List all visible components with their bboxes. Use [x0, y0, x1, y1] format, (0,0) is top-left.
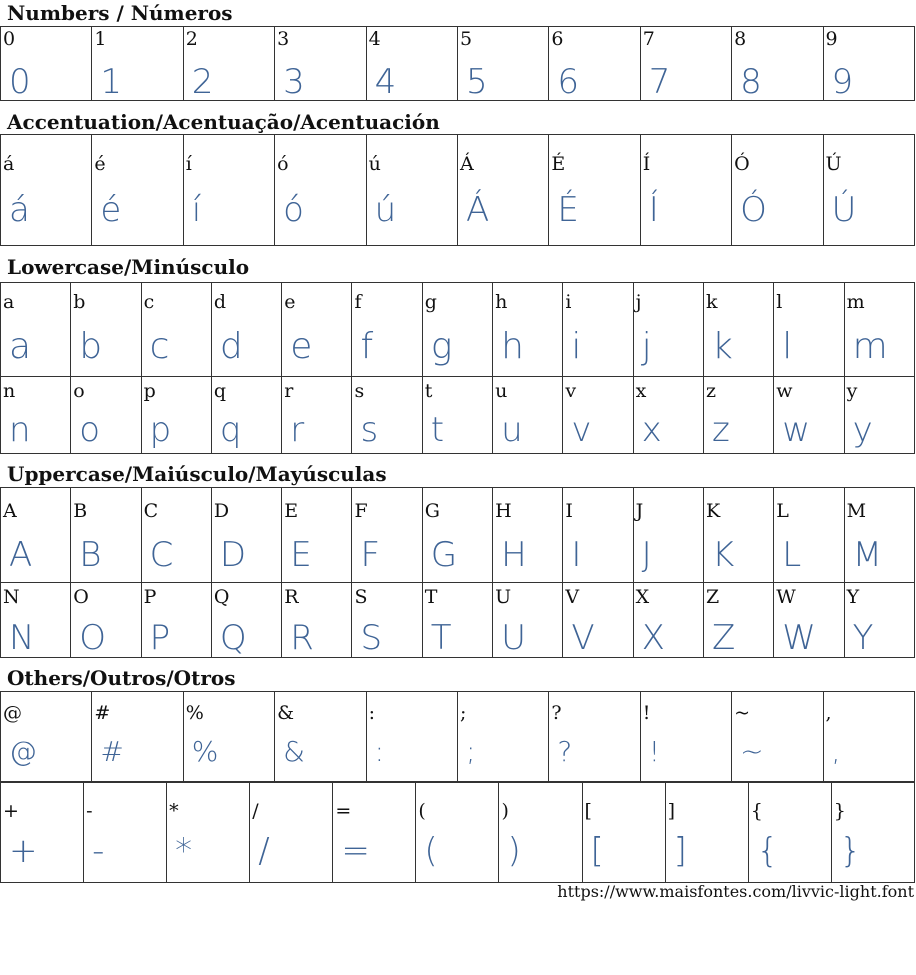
- font-sample-glyph: ?: [557, 735, 573, 768]
- font-sample-glyph: a: [9, 326, 32, 367]
- glyph-cell: [1, 283, 71, 377]
- glyph-cell: [457, 692, 548, 783]
- font-sample-glyph: 9: [831, 62, 854, 101]
- glyph-cell: [703, 488, 773, 583]
- glyph-cell: [732, 27, 823, 101]
- glyph-cell: [352, 377, 422, 454]
- reference-character: @: [3, 702, 22, 724]
- reference-character: j: [635, 291, 642, 313]
- reference-character: 7: [642, 28, 655, 50]
- reference-character: ó: [277, 153, 289, 175]
- glyph-cell: [640, 135, 731, 246]
- font-sample-glyph: ~: [740, 735, 764, 768]
- glyph-cell: [71, 488, 141, 583]
- reference-character: ;: [459, 702, 467, 724]
- glyph-cell: [183, 135, 274, 246]
- font-sample-glyph: &: [283, 735, 306, 768]
- glyph-cell: [633, 283, 703, 377]
- reference-character: ~: [734, 702, 751, 724]
- reference-character: C: [143, 500, 159, 522]
- font-sample-glyph: Á: [465, 190, 490, 230]
- glyph-cell: [1, 27, 92, 101]
- glyph-cell: [457, 27, 548, 101]
- glyph-cell: [457, 135, 548, 246]
- font-sample-glyph: r: [290, 410, 305, 450]
- glyph-cell: [633, 377, 703, 454]
- font-sample-glyph: ú: [374, 190, 397, 230]
- glyph-cell: [703, 377, 773, 454]
- reference-character: L: [776, 500, 789, 522]
- others-grid-row-2: [0, 781, 915, 883]
- reference-character: g: [424, 291, 437, 313]
- glyph-cell: [250, 782, 333, 883]
- reference-character: A: [3, 500, 17, 522]
- glyph-cell: [282, 488, 352, 583]
- reference-character: l: [776, 291, 783, 313]
- reference-character: W: [776, 586, 796, 608]
- font-sample-glyph: Z: [711, 618, 736, 658]
- reference-character: v: [565, 380, 577, 402]
- reference-character: }: [833, 800, 846, 822]
- font-sample-glyph: Í: [648, 190, 659, 230]
- glyph-cell: [282, 583, 352, 658]
- reference-character: ]: [667, 800, 676, 822]
- font-sample-glyph: t: [430, 410, 445, 450]
- glyph-cell: [352, 283, 422, 377]
- reference-character: Á: [459, 153, 474, 175]
- glyph-cell: [633, 583, 703, 658]
- glyph-cell: [831, 782, 914, 883]
- glyph-cell: [141, 283, 211, 377]
- glyph-cell: [493, 377, 563, 454]
- glyph-cell: [141, 583, 211, 658]
- reference-character: J: [635, 500, 644, 522]
- glyph-cell: [183, 692, 274, 783]
- glyph-cell: [84, 782, 167, 883]
- font-sample-glyph: O: [79, 618, 107, 658]
- reference-character: #: [94, 702, 111, 724]
- glyph-cell: [774, 283, 844, 377]
- glyph-cell: [844, 583, 914, 658]
- font-sample-glyph: É: [557, 190, 579, 230]
- glyph-cell: [582, 782, 665, 883]
- glyph-cell: [71, 583, 141, 658]
- font-sample-glyph: E: [290, 535, 312, 575]
- font-sample-glyph: q: [219, 410, 242, 450]
- reference-character: x: [635, 380, 647, 402]
- font-sample-glyph: c: [149, 326, 170, 367]
- font-sample-glyph: C: [149, 535, 174, 575]
- font-sample-glyph: í: [191, 190, 202, 230]
- reference-character: E: [284, 500, 299, 522]
- reference-character: Ó: [734, 153, 750, 175]
- reference-character: 8: [734, 28, 747, 50]
- font-sample-glyph: ]: [673, 831, 687, 871]
- reference-character: U: [495, 586, 512, 608]
- reference-character: n: [3, 380, 16, 402]
- font-sample-glyph: i: [571, 326, 582, 367]
- font-sample-glyph: %: [191, 735, 219, 768]
- font-sample-glyph: h: [501, 326, 524, 367]
- glyph-cell: [665, 782, 748, 883]
- glyph-cell: [211, 583, 281, 658]
- font-sample-glyph: Ó: [740, 190, 767, 230]
- font-sample-glyph: ;: [465, 735, 476, 768]
- section-title-numbers: Numbers / Números: [7, 1, 233, 25]
- glyph-cell: [823, 135, 914, 246]
- glyph-cell: [211, 377, 281, 454]
- glyph-cell: [92, 27, 183, 101]
- font-sample-glyph: }: [839, 831, 862, 871]
- glyph-cell: [640, 27, 731, 101]
- glyph-cell: [141, 488, 211, 583]
- glyph-cell: [823, 692, 914, 783]
- lowercase-grid: [0, 282, 915, 454]
- font-sample-glyph: 5: [465, 62, 488, 101]
- source-url: https://www.maisfontes.com/livvic-light.font: [557, 882, 914, 901]
- others-grid-row-1: [0, 691, 915, 783]
- reference-character: 6: [551, 28, 564, 50]
- glyph-cell: [275, 692, 366, 783]
- glyph-cell: [366, 135, 457, 246]
- glyph-cell: [416, 782, 499, 883]
- font-sample-glyph: j: [641, 326, 652, 367]
- glyph-cell: [275, 135, 366, 246]
- font-sample-glyph: 1: [100, 62, 123, 101]
- font-sample-glyph: m: [852, 326, 888, 367]
- font-sample-glyph: o: [79, 410, 101, 450]
- font-sample-glyph: V: [571, 618, 595, 658]
- reference-character: Z: [705, 586, 720, 608]
- reference-character: ): [501, 800, 509, 822]
- reference-character: :: [368, 702, 375, 724]
- font-sample-glyph: U: [501, 618, 526, 658]
- glyph-cell: [92, 692, 183, 783]
- glyph-cell: [211, 283, 281, 377]
- glyph-cell: [493, 488, 563, 583]
- font-sample-glyph: 2: [191, 62, 214, 101]
- reference-character: H: [495, 500, 512, 522]
- reference-character: K: [705, 500, 721, 522]
- font-sample-glyph: z: [711, 410, 730, 450]
- font-sample-glyph: M: [852, 535, 882, 575]
- font-sample-glyph: K: [711, 535, 735, 575]
- glyph-cell: [732, 135, 823, 246]
- reference-character: 1: [94, 28, 107, 50]
- glyph-cell: [1, 488, 71, 583]
- reference-character: V: [565, 586, 580, 608]
- font-sample-glyph: X: [641, 618, 665, 658]
- glyph-cell: [282, 377, 352, 454]
- glyph-cell: [844, 377, 914, 454]
- reference-character: R: [284, 586, 299, 608]
- glyph-cell: [275, 27, 366, 101]
- glyph-cell: [549, 692, 640, 783]
- glyph-cell: [703, 583, 773, 658]
- font-sample-glyph: /: [258, 831, 270, 871]
- font-sample-glyph: :: [374, 735, 384, 768]
- font-sample-glyph: N: [9, 618, 35, 658]
- glyph-cell: [774, 488, 844, 583]
- reference-character: p: [143, 380, 156, 402]
- reference-character: 3: [277, 28, 290, 50]
- reference-character: M: [846, 500, 867, 522]
- font-sample-glyph: w: [782, 410, 811, 450]
- reference-character: F: [354, 500, 368, 522]
- font-sample-glyph: g: [430, 326, 453, 367]
- font-sample-glyph: L: [782, 535, 802, 575]
- glyph-cell: [1, 782, 84, 883]
- font-sample-glyph: 7: [648, 62, 671, 101]
- reference-character: t: [424, 380, 433, 402]
- reference-character: Ú: [825, 153, 842, 175]
- font-sample-glyph: p: [149, 410, 172, 450]
- reference-character: u: [495, 380, 508, 402]
- reference-character: 9: [825, 28, 838, 50]
- font-sample-glyph: F: [360, 535, 381, 575]
- font-sample-glyph: x: [641, 410, 662, 450]
- font-sample-glyph: n: [9, 410, 31, 450]
- glyph-cell: [211, 488, 281, 583]
- reference-character: %: [185, 702, 204, 724]
- font-sample-glyph: [: [590, 831, 604, 871]
- font-sample-glyph: y: [852, 410, 873, 450]
- font-sample-glyph: -: [92, 831, 105, 871]
- reference-character: !: [642, 702, 651, 724]
- font-sample-glyph: d: [219, 326, 243, 367]
- glyph-cell: [563, 283, 633, 377]
- glyph-cell: [333, 782, 416, 883]
- glyph-cell: [92, 135, 183, 246]
- reference-character: Y: [846, 586, 860, 608]
- reference-character: É: [551, 153, 566, 175]
- section-title-others: Others/Outros/Otros: [7, 666, 236, 690]
- glyph-cell: [640, 692, 731, 783]
- reference-character: -: [86, 800, 93, 822]
- reference-character: 5: [459, 28, 473, 50]
- glyph-cell: [352, 488, 422, 583]
- numbers-grid: [0, 26, 915, 101]
- reference-character: *: [169, 800, 179, 822]
- glyph-cell: [774, 583, 844, 658]
- reference-character: c: [143, 291, 155, 313]
- reference-character: y: [846, 380, 858, 402]
- glyph-cell: [422, 283, 492, 377]
- reference-character: N: [3, 586, 20, 608]
- glyph-cell: [71, 283, 141, 377]
- reference-character: X: [635, 586, 650, 608]
- glyph-cell: [844, 488, 914, 583]
- font-sample-glyph: é: [100, 190, 122, 230]
- font-sample-glyph: b: [79, 326, 103, 367]
- reference-character: D: [213, 500, 230, 522]
- section-title-lowercase: Lowercase/Minúsculo: [7, 255, 250, 279]
- reference-character: ?: [551, 702, 562, 724]
- section-title-uppercase: Uppercase/Maiúsculo/Mayúsculas: [7, 462, 387, 486]
- font-sample-glyph: v: [571, 410, 592, 450]
- reference-character: w: [776, 380, 793, 402]
- reference-character: [: [584, 800, 592, 822]
- font-sample-glyph: s: [360, 410, 379, 450]
- glyph-cell: [422, 488, 492, 583]
- font-sample-glyph: u: [501, 410, 523, 450]
- font-sample-glyph: T: [430, 618, 452, 658]
- font-sample-glyph: #: [100, 735, 124, 768]
- glyph-cell: [422, 377, 492, 454]
- font-sample-glyph: 3: [283, 62, 305, 101]
- glyph-cell: [366, 27, 457, 101]
- reference-character: ,: [825, 702, 832, 724]
- glyph-cell: [499, 782, 582, 883]
- reference-character: i: [565, 291, 572, 313]
- font-sample-glyph: J: [641, 535, 652, 575]
- reference-character: 4: [368, 28, 381, 50]
- font-sample-glyph: 8: [740, 62, 762, 101]
- accents-grid: [0, 134, 915, 246]
- font-sample-glyph: 4: [374, 62, 397, 101]
- font-sample-glyph: A: [9, 535, 33, 575]
- reference-character: z: [705, 380, 716, 402]
- uppercase-grid: [0, 487, 915, 658]
- reference-character: &: [277, 702, 295, 724]
- glyph-cell: [563, 377, 633, 454]
- font-sample-glyph: e: [290, 326, 313, 367]
- reference-character: e: [284, 291, 296, 313]
- reference-character: B: [73, 500, 88, 522]
- glyph-cell: [748, 782, 831, 883]
- font-sample-glyph: G: [430, 535, 458, 575]
- font-sample-glyph: H: [501, 535, 527, 575]
- glyph-cell: [141, 377, 211, 454]
- reference-character: f: [354, 291, 362, 313]
- font-sample-glyph: *: [175, 831, 193, 871]
- font-sample-glyph: S: [360, 618, 383, 658]
- font-sample-glyph: Ú: [831, 190, 857, 230]
- font-sample-glyph: ): [507, 831, 521, 871]
- font-sample-glyph: Y: [852, 618, 874, 658]
- font-sample-glyph: 0: [9, 62, 31, 101]
- font-sample-glyph: á: [9, 190, 30, 230]
- glyph-cell: [71, 377, 141, 454]
- reference-character: k: [705, 291, 718, 313]
- glyph-cell: [1, 377, 71, 454]
- reference-character: +: [3, 800, 19, 822]
- font-sample-glyph: (: [424, 831, 438, 871]
- reference-character: O: [73, 586, 89, 608]
- reference-character: Í: [642, 153, 651, 175]
- glyph-cell: [549, 135, 640, 246]
- reference-character: 2: [185, 28, 198, 50]
- reference-character: d: [213, 291, 227, 313]
- glyph-cell: [352, 583, 422, 658]
- font-sample-glyph: D: [219, 535, 247, 575]
- glyph-cell: [422, 583, 492, 658]
- reference-character: /: [252, 800, 259, 822]
- reference-character: S: [354, 586, 368, 608]
- reference-character: h: [495, 291, 508, 313]
- glyph-cell: [183, 27, 274, 101]
- reference-character: T: [424, 586, 438, 608]
- reference-character: =: [335, 800, 352, 822]
- glyph-cell: [549, 27, 640, 101]
- font-sample-glyph: Q: [219, 618, 247, 658]
- font-sample-glyph: =: [341, 831, 370, 871]
- font-sample-glyph: P: [149, 618, 171, 658]
- glyph-cell: [774, 377, 844, 454]
- reference-character: s: [354, 380, 365, 402]
- glyph-cell: [366, 692, 457, 783]
- reference-character: Q: [213, 586, 230, 608]
- glyph-cell: [1, 135, 92, 246]
- glyph-cell: [282, 283, 352, 377]
- glyph-cell: [563, 583, 633, 658]
- reference-character: r: [284, 380, 294, 402]
- glyph-cell: [493, 283, 563, 377]
- reference-character: á: [3, 153, 15, 175]
- section-title-accents: Accentuation/Acentuação/Acentuación: [7, 110, 440, 134]
- reference-character: í: [185, 153, 192, 175]
- reference-character: a: [3, 291, 15, 313]
- reference-character: m: [846, 291, 865, 313]
- glyph-cell: [1, 692, 92, 783]
- reference-character: b: [73, 291, 86, 313]
- font-sample-glyph: ó: [283, 190, 304, 230]
- reference-character: {: [750, 800, 763, 822]
- font-sample-glyph: W: [782, 618, 816, 658]
- font-sample-glyph: !: [648, 735, 660, 768]
- glyph-cell: [1, 583, 71, 658]
- glyph-cell: [844, 283, 914, 377]
- font-sample-glyph: l: [782, 326, 793, 367]
- reference-character: I: [565, 500, 573, 522]
- font-sample-glyph: 6: [557, 62, 579, 101]
- glyph-cell: [167, 782, 250, 883]
- glyph-cell: [563, 488, 633, 583]
- reference-character: q: [213, 380, 227, 402]
- glyph-cell: [732, 692, 823, 783]
- font-sample-glyph: ,: [831, 735, 841, 768]
- font-sample-glyph: {: [756, 831, 779, 871]
- reference-character: o: [73, 380, 85, 402]
- font-sample-glyph: I: [571, 535, 582, 575]
- glyph-cell: [493, 583, 563, 658]
- font-sample-glyph: f: [360, 326, 374, 367]
- glyph-cell: [823, 27, 914, 101]
- glyph-cell: [633, 488, 703, 583]
- reference-character: é: [94, 153, 106, 175]
- reference-character: 0: [3, 28, 16, 50]
- font-sample-glyph: k: [711, 326, 733, 367]
- font-sample-glyph: @: [9, 735, 37, 768]
- reference-character: (: [418, 800, 426, 822]
- reference-character: P: [143, 586, 157, 608]
- glyph-cell: [703, 283, 773, 377]
- reference-character: G: [424, 500, 440, 522]
- font-sample-glyph: B: [79, 535, 102, 575]
- font-sample-glyph: +: [9, 831, 38, 871]
- reference-character: ú: [368, 153, 381, 175]
- font-sample-glyph: R: [290, 618, 314, 658]
